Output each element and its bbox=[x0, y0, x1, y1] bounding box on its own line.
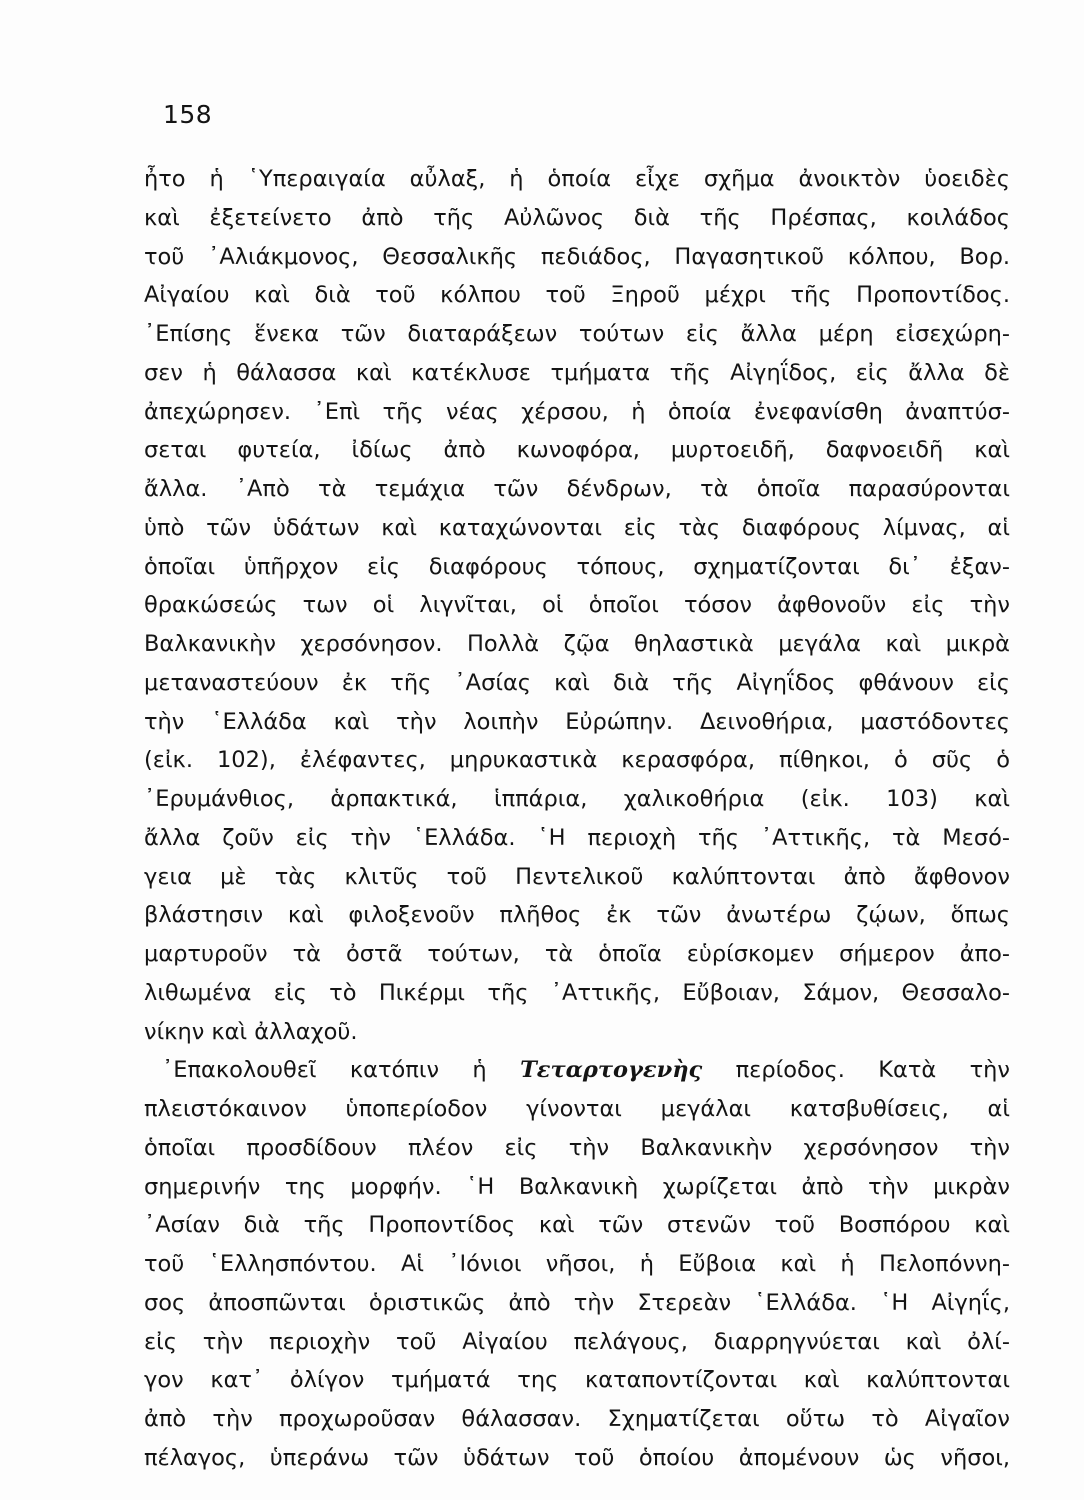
emphasized-term: Τεταρτογενὴς bbox=[520, 1057, 703, 1084]
text-line: σεται φυτεία, ἰδίως ἀπὸ κωνοφόρα, μυρτοειδῆ, δαφνοειδῆ καὶ bbox=[144, 437, 1010, 464]
text-fragment: περίοδος. Κατὰ τὴν bbox=[735, 1057, 1010, 1084]
text-line: σεν ἡ θάλασσα καὶ κατέκλυσε τμήματα τῆς Αἰγηΐδος, εἰς ἄλλα δὲ bbox=[144, 359, 1010, 386]
text-line: ὑπὸ τῶν ὑδάτων καὶ καταχώνονται εἰς τὰς διαφόρους λίμνας, αἱ bbox=[144, 514, 1010, 541]
text-line: ὁποῖαι ὑπῆρχον εἰς διαφόρους τόπους, σχηματίζονται δι᾿ ἐξαν- bbox=[144, 553, 1010, 580]
text-line: ἄλλα. ᾿Απὸ τὰ τεμάχια τῶν δένδρων, τὰ ὁποῖα παρασύρονται bbox=[144, 476, 1010, 502]
text-line: καὶ ἐξετείνετο ἀπὸ τῆς Αὐλῶνος διὰ τῆς Πρέσπας, κοιλάδος bbox=[144, 204, 1010, 231]
text-line: βλάστησιν καὶ φιλοξενοῦν πλῆθος ἐκ τῶν ἀνωτέρω ζῴων, ὅπως bbox=[144, 902, 1010, 929]
text-line: πέλαγος, ὑπεράνω τῶν ὑδάτων τοῦ ὁποίου ἀπομένουν ὡς νῆσοι, bbox=[144, 1444, 1010, 1471]
paragraph-2-first-line bbox=[144, 1051, 1010, 1090]
page-number: 158 bbox=[163, 100, 213, 129]
text-line: Βαλκανικὴν χερσόνησον. Πολλὰ ζῷα θηλαστικὰ μεγάλα καὶ μικρὰ bbox=[144, 631, 1010, 657]
text-line: ἦτο ἡ ῾Υπεραιγαία αὖλαξ, ἡ ὁποία εἶχε σχῆμα ἀνοικτὸν ὑοειδὲς bbox=[144, 166, 1010, 192]
text-line: εἰς τὴν περιοχὴν τοῦ Αἰγαίου πελάγους, διαρρηγνύεται καὶ ὀλί- bbox=[144, 1328, 1010, 1355]
text-line: ἄλλα ζοῦν εἰς τὴν ῾Ελλάδα. ῾Η περιοχὴ τῆς ᾿Αττικῆς, τὰ Μεσό- bbox=[144, 824, 1010, 851]
text-line: ᾿Ασίαν διὰ τῆς Προποντίδος καὶ τῶν στενῶν τοῦ Βοσπόρου καὶ bbox=[144, 1212, 1010, 1239]
text-line: μεταναστεύουν ἐκ τῆς ᾿Ασίας καὶ διὰ τῆς Αἰγηΐδος φθάνουν εἰς bbox=[144, 669, 1010, 696]
text-line: σος ἀποσπῶνται ὁριστικῶς ἀπὸ τὴν Στερεὰν ῾Ελλάδα. ῾Η Αἰγηΐς, bbox=[144, 1289, 1010, 1316]
text-line: ἀπεχώρησεν. ᾿Επὶ τῆς νέας χέρσου, ἡ ὁποία ἐνεφανίσθη ἀναπτύσ- bbox=[144, 398, 1010, 425]
text-line: τοῦ ῾Ελλησπόντου. Αἱ ᾿Ιόνιοι νῆσοι, ἡ Εὔβοια καὶ ἡ Πελοπόννη- bbox=[144, 1251, 1010, 1277]
text-line: ᾿Ερυμάνθιος, ἁρπακτικά, ἱππάρια, χαλικοθήρια (εἰκ. 103) καὶ bbox=[144, 786, 1010, 812]
text-line: πλειστόκαινον ὑποπερίοδον γίνονται μεγάλαι κατσβυθίσεις, αἱ bbox=[144, 1096, 1010, 1122]
text-line: μαρτυροῦν τὰ ὀστᾶ τούτων, τὰ ὁποῖα εὑρίσκομεν σήμερον ἀπο- bbox=[144, 941, 1010, 967]
body-text bbox=[144, 160, 1010, 1478]
text-line: γεια μὲ τὰς κλιτῦς τοῦ Πεντελικοῦ καλύπτονται ἀπὸ ἄφθονον bbox=[144, 863, 1010, 890]
text-fragment: ᾿Επακολουθεῖ κατόπιν ἡ bbox=[162, 1057, 487, 1084]
text-line: θρακώσεώς των οἱ λιγνῖται, οἱ ὁποῖοι τόσον ἀφθονοῦν εἰς τὴν bbox=[144, 592, 1010, 619]
text-line: ἀπὸ τὴν προχωροῦσαν θάλασσαν. Σχηματίζεται οὕτω τὸ Αἰγαῖον bbox=[144, 1406, 1010, 1432]
text-line: σημερινήν της μορφήν. ῾Η Βαλκανικὴ χωρίζεται ἀπὸ τὴν μικρὰν bbox=[144, 1173, 1010, 1200]
text-line: Αἰγαίου καὶ διὰ τοῦ κόλπου τοῦ Ξηροῦ μέχρι τῆς Προποντίδος. bbox=[144, 282, 1010, 309]
text-line: τὴν ῾Ελλάδα καὶ τὴν λοιπὴν Εὐρώπην. Δεινοθήρια, μαστόδοντες bbox=[144, 708, 1010, 735]
text-line: τοῦ ᾿Αλιάκμονος, Θεσσαλικῆς πεδιάδος, Παγασητικοῦ κόλπου, Βορ. bbox=[144, 243, 1010, 270]
text-line: νίκην καὶ ἀλλαχοῦ. bbox=[144, 1018, 358, 1045]
text-line: λιθωμένα εἰς τὸ Πικέρμι τῆς ᾿Αττικῆς, Εὔβοιαν, Σάμον, Θεσσαλο- bbox=[144, 979, 1010, 1006]
text-line: (εἰκ. 102), ἐλέφαντες, μηρυκαστικὰ κερασφόρα, πίθηκοι, ὁ σῦς ὁ bbox=[144, 747, 1010, 774]
text-line: γον κατ᾿ ὀλίγον τμήματά της καταποντίζονται καὶ καλύπτονται bbox=[144, 1367, 1010, 1394]
text-line: ᾿Επίσης ἕνεκα τῶν διαταράξεων τούτων εἰς ἄλλα μέρη εἰσεχώρη- bbox=[144, 321, 1010, 347]
text-line: ὁποῖαι προσδίδουν πλέον εἰς τὴν Βαλκανικὴν χερσόνησον τὴν bbox=[144, 1134, 1010, 1161]
